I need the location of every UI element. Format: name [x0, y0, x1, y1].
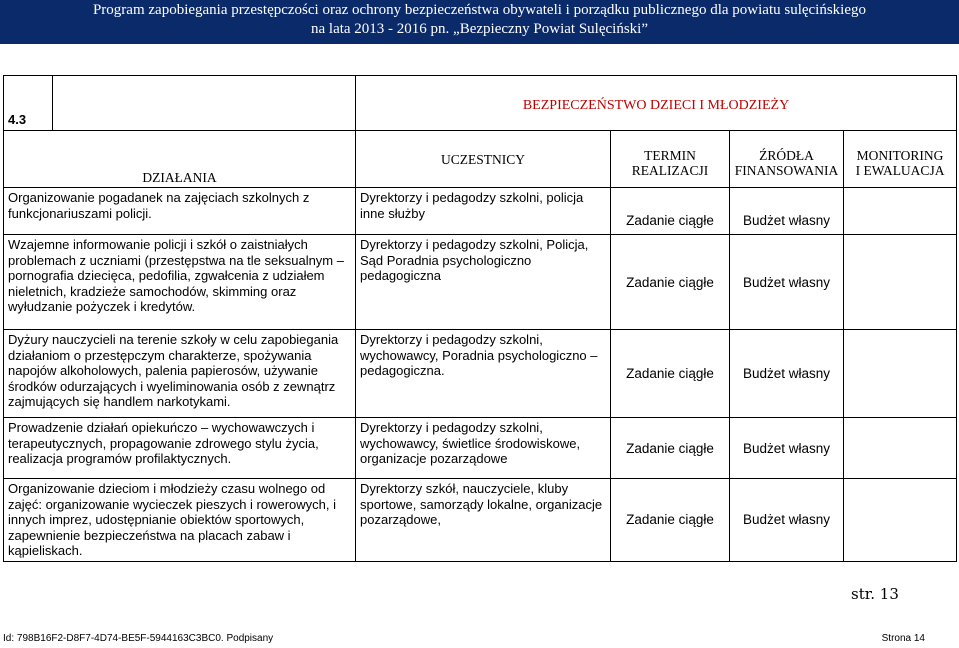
footer-id: Id: 798B16F2-D8F7-4D74-BE5F-5944163C3BC0. Podpisany — [3, 633, 274, 644]
header-monitoring — [844, 131, 957, 188]
row-zrodla: Budżet własny — [730, 418, 844, 479]
row-monitoring — [844, 479, 957, 562]
header-uczestnicy: UCZESTNICY — [356, 131, 611, 188]
row-termin: Zadanie ciągłe — [611, 188, 730, 235]
row-monitoring — [844, 188, 957, 235]
row-zrodla: Budżet własny — [730, 235, 844, 330]
footer-page: Strona 14 — [881, 633, 925, 644]
row-termin: Zadanie ciągłe — [611, 479, 730, 562]
header-monitoring-line1: MONITORING — [856, 148, 944, 163]
row-monitoring — [844, 330, 957, 418]
section-number — [4, 76, 356, 131]
header-termin-line1: TERMIN — [644, 148, 696, 163]
row-dzialania: Dyżury nauczycieli na terenie szkoły w celu zapobiegania działaniom o przestępczym charakterze, spożywania napojów alkoholowych, palenia papierosów, używanie środków odurzających i wyeliminowania osób z zewnątrz zajmujących się handlem narkotykami. — [4, 330, 356, 418]
section-row — [4, 76, 957, 131]
row-termin: Zadanie ciągłe — [611, 418, 730, 479]
table-row — [4, 188, 957, 235]
row-dzialania: Organizowanie pogadanek na zajęciach szkolnych z funkcjonariuszami policji. — [4, 188, 356, 235]
header-monitoring-line2: I EWALUACJA — [855, 163, 945, 178]
table-row — [4, 479, 957, 562]
section-title: BEZPIECZEŃSTWO DZIECI I MŁODZIEŻY — [356, 76, 957, 131]
row-uczestnicy: Dyrektorzy szkół, nauczyciele, kluby sportowe, samorządy lokalne, organizacje pozarządowe, — [356, 479, 611, 562]
table-row — [4, 235, 957, 330]
page-number: str. 13 — [851, 585, 899, 603]
row-monitoring — [844, 418, 957, 479]
table-row — [4, 330, 957, 418]
row-zrodla: Budżet własny — [730, 188, 844, 235]
header-zrodla-line1: ŹRÓDŁA — [759, 148, 814, 163]
header-termin — [611, 131, 730, 188]
header-dzialania: DZIAŁANIA — [4, 131, 356, 188]
banner-line-1: Program zapobiegania przestępczości oraz ochrony bezpieczeństwa obywateli i porządku publicznego dla powiatu sulęcińskiego — [92, 2, 867, 18]
section-number-text: 4.3 — [8, 76, 53, 130]
row-termin: Zadanie ciągłe — [611, 235, 730, 330]
document-banner — [0, 0, 959, 44]
row-termin: Zadanie ciągłe — [611, 330, 730, 418]
row-zrodla: Budżet własny — [730, 479, 844, 562]
banner-line-2: na lata 2013 - 2016 pn. „Bezpieczny Powiat Sulęciński” — [311, 21, 648, 37]
row-dzialania: Wzajemne informowanie policji i szkół o zaistniałych problemach z uczniami (przestępstwa na tle seksualnym – pornografia dziecięca, pedofilia, zgwałcenia z udziałem nieletnich, kradzieże samochodów, skimming oraz wyłudzanie pożyczek i kredytów. — [4, 235, 356, 330]
row-uczestnicy: Dyrektorzy i pedagodzy szkolni, wychowawcy, świetlice środowiskowe, organizacje pozarządowe — [356, 418, 611, 479]
header-zrodla — [730, 131, 844, 188]
row-zrodla: Budżet własny — [730, 330, 844, 418]
program-table — [3, 75, 957, 562]
table-row — [4, 418, 957, 479]
header-row — [4, 131, 957, 188]
header-termin-line2: REALIZACJI — [631, 163, 709, 178]
row-dzialania: Organizowanie dzieciom i młodzieży czasu wolnego od zajęć: organizowanie wycieczek pieszych i rowerowych, i innych imprez, udostępnianie obiektów sportowych, zapewnienie bezpieczeństwa na placach zabaw i kąpieliskach. — [4, 479, 356, 562]
header-zrodla-line2: FINANSOWANIA — [734, 163, 839, 178]
row-monitoring — [844, 235, 957, 330]
row-uczestnicy: Dyrektorzy i pedagodzy szkolni, policja inne służby — [356, 188, 611, 235]
row-uczestnicy: Dyrektorzy i pedagodzy szkolni, Policja, Sąd Poradnia psychologiczno pedagogiczna — [356, 235, 611, 330]
row-dzialania: Prowadzenie działań opiekuńczo – wychowawczych i terapeutycznych, propagowanie zdrowego stylu życia, realizacja programów profilaktycznych. — [4, 418, 356, 479]
row-uczestnicy: Dyrektorzy i pedagodzy szkolni, wychowawcy, Poradnia psychologiczno – pedagogiczna. — [356, 330, 611, 418]
